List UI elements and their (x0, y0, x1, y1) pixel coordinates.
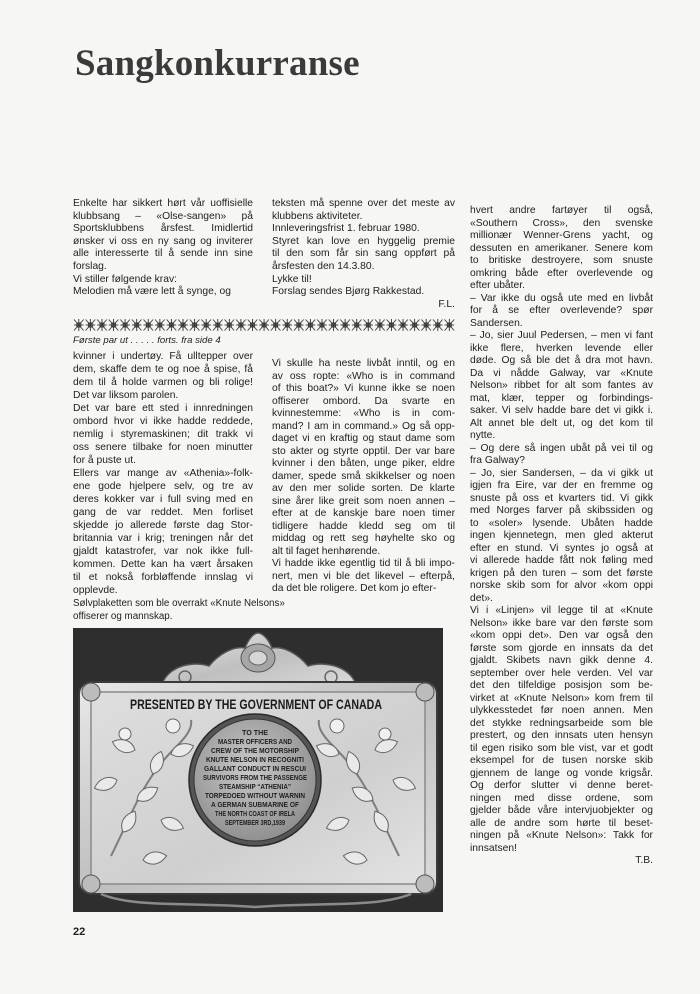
text-line-content: «Southern Cross», den svenske (470, 217, 653, 229)
plaque-inscription-line: KNUTE NELSON IN RECOGNITI (206, 755, 304, 764)
text-line-content: Nelson» ribbet for alt som fantes av (470, 380, 653, 391)
story-column-3 (470, 205, 653, 868)
text-line-content: saker. Vi selv hadde bare det vi gikk i. (470, 405, 653, 416)
text-line-content: Nelson» ikke bare var den første som (470, 617, 653, 629)
text-line (272, 211, 455, 224)
text-line (73, 532, 253, 545)
text-line-content: gjaldt. Skibets navn gikk denne 4. (470, 655, 653, 666)
text-line (470, 693, 653, 706)
corner-rosette (82, 875, 100, 893)
contest-column-1-text (73, 198, 253, 299)
text-line (470, 293, 653, 306)
text-line (272, 286, 455, 299)
text-line (470, 355, 653, 368)
text-line-content: teksten må spenne over det meste av (272, 198, 455, 209)
text-line-content: til egen risiko som ble vist, var et godt (470, 742, 653, 754)
story-column-2-text (272, 358, 455, 596)
text-line (73, 350, 253, 363)
plaque-heading: PRESENTED BY THE GOVERNMENT OF CANADA (130, 696, 382, 712)
text-line (73, 519, 253, 532)
text-line-content: snuste på oss et kvarters tid. Vi gikk (470, 492, 653, 504)
text-line (470, 668, 653, 681)
text-line-content: Det var liksom parolen. (73, 390, 179, 401)
text-line-content: med Norges farver på skibssiden og (470, 505, 653, 516)
text-line-content: tidligere hadde kledd seg om til (272, 520, 455, 532)
text-line-content: kvinner i undertøy. Få ulltepper over (73, 351, 253, 362)
text-line-content: efter ubåter. (470, 280, 525, 291)
text-line (470, 418, 653, 431)
flower-ornament (330, 719, 344, 733)
text-line (73, 211, 253, 224)
text-line (470, 430, 653, 443)
text-line (272, 471, 455, 484)
crest-shell-inner (249, 651, 267, 665)
text-line-content: – Jo, sier Juul Pedersen, – men vi fant (470, 330, 653, 341)
text-line-content: offiserer ombord. Da svarte en (272, 395, 455, 407)
text-line (73, 428, 253, 441)
text-line-content: det den tilfeldige posisjon som be- (470, 680, 653, 691)
story-column-1 (73, 350, 253, 597)
text-line-content: Sandersen. (470, 317, 523, 329)
text-line (470, 405, 653, 418)
text-line (470, 743, 653, 756)
text-line-content: of this boat?» Vi kunne ikke se noen (272, 383, 455, 394)
text-line (470, 593, 653, 606)
text-line-content: daget vi en kraftig og staut dame som (272, 433, 455, 444)
text-line (73, 223, 253, 236)
text-line (272, 396, 455, 409)
text-line (470, 730, 653, 743)
text-line (272, 571, 455, 584)
photo-caption (73, 597, 333, 623)
text-line-content: Vi hadde ikke egentlig tid til å bli impo- (272, 558, 455, 569)
text-line (73, 493, 253, 506)
text-line (73, 558, 253, 571)
text-line (470, 718, 653, 731)
text-line-content: alt til faget henhørende. (272, 545, 381, 557)
text-line-content: «kom oppi det». Den var også den (470, 630, 653, 641)
text-line (272, 433, 455, 446)
text-line (470, 368, 653, 381)
text-line-content: av den mer solide sorten. De klarte (272, 483, 455, 494)
text-line (470, 755, 653, 768)
text-line-content: Forslag sendes Bjørg Rakkestad. (272, 286, 425, 298)
text-line-content: Vi stiller følgende krav: (73, 273, 177, 285)
text-line-content: ikke flere, hverken levende eller (470, 342, 653, 354)
photo-caption-line: Sølvplaketten som ble overrakt «Knute Nelsons» (73, 598, 285, 609)
text-line (73, 454, 253, 467)
text-line-content: britannia var i krig; treningen når det (73, 533, 253, 544)
text-line-content: årsfesten den 14.3.80. (272, 260, 375, 272)
text-line (470, 655, 653, 668)
text-line-content: prestert, og den innsats uten hensyn (470, 730, 653, 741)
plaque-photo (73, 628, 443, 912)
text-line (272, 496, 455, 509)
text-line (470, 543, 653, 556)
story-signature: T.B. (635, 855, 653, 866)
text-line-content: september over hele verden. Vel var (470, 667, 653, 679)
text-line-content: gjaldt katastrofer, var nok ikke full- (73, 546, 253, 557)
text-line (272, 583, 455, 596)
text-line-content: kvinnestemme: «Who is in com- (272, 408, 455, 419)
corner-rosette (82, 683, 100, 701)
text-line (470, 505, 653, 518)
text-line-content: det». (470, 592, 493, 604)
text-line (470, 318, 653, 331)
text-line-content: gjelder både våre intervjuobjekter og (470, 805, 653, 816)
photo-caption-line: offiserer og mannskap. (73, 611, 173, 622)
text-line (470, 268, 653, 281)
contest-signature: F.L. (438, 298, 455, 310)
page-title: Sangkonkurranse (75, 43, 360, 84)
text-line (470, 330, 653, 343)
text-line-content: Da vi nådde Galway, var «Knute (470, 367, 653, 379)
text-line (470, 230, 653, 243)
text-line-content: for å puste ut. (73, 455, 136, 466)
text-line (470, 518, 653, 531)
text-line (470, 280, 653, 293)
text-line (73, 236, 253, 249)
text-line-content: Enkelte har sikkert hørt vår uoffisielle (73, 198, 253, 209)
text-line-content: millionær Wenner-Grens yacht, og (470, 230, 653, 241)
text-line (272, 458, 455, 471)
text-line-content: ningen på «Knute Nelson»: Takk for (470, 830, 653, 841)
flower-ornament (379, 728, 391, 740)
story-column-1-text (73, 350, 253, 597)
text-line (73, 198, 253, 211)
text-line-content: middag og rett seg høyhelte sko og (272, 533, 455, 544)
text-line (470, 243, 653, 256)
text-line-content: alle interesserte til å sende inn sine (73, 248, 253, 260)
contest-column-2-text (272, 198, 455, 299)
text-line (470, 843, 653, 856)
story-column-2 (272, 358, 455, 596)
text-line-content: klubbsang – «Olse-sangen» på (73, 210, 253, 222)
text-line (272, 383, 455, 396)
text-line (73, 376, 253, 389)
text-line (272, 521, 455, 534)
text-line-content: Innleveringsfrist 1. februar 1980. (272, 223, 420, 235)
text-line-content: fra Galway? (470, 455, 525, 466)
text-line (470, 218, 653, 231)
plaque-inscription-line: STEAMSHIP “ATHENIA” (219, 782, 292, 791)
plaque-inscription-line: CREW OF THE MOTORSHIP (211, 746, 300, 755)
text-line-content: kvinner i den båten, unge piker, eldre (272, 458, 455, 469)
border-pattern (73, 318, 455, 332)
text-line (470, 530, 653, 543)
corner-rosette (416, 683, 434, 701)
text-line (272, 261, 455, 274)
text-line-content: Alt annet ble delt ut, og det kom til (470, 417, 653, 429)
text-line (470, 805, 653, 818)
text-line-content: damer, spede små skikkelser og noen (272, 470, 455, 482)
flower-ornament (119, 728, 131, 740)
text-line (470, 793, 653, 806)
text-line (470, 580, 653, 593)
text-line (73, 248, 253, 261)
story-column-3-text (470, 205, 653, 855)
text-line-content: dessuten en amerikaner. Senere kom (470, 242, 653, 254)
text-line (470, 705, 653, 718)
text-line (470, 680, 653, 693)
text-line-content: dem til å holde varmen og bli rolige! (73, 377, 253, 388)
continuation-label: Første par ut . . . . . forts. fra side 4 (73, 335, 221, 346)
text-line (272, 408, 455, 421)
decorative-border (73, 318, 455, 332)
text-line (470, 780, 653, 793)
text-line-content: til den som får sin sang oppført på (272, 248, 455, 260)
text-line-content: forslag. (73, 260, 107, 272)
text-line-content: ønsker vi oss en ny sang og inviterer (73, 235, 253, 247)
plaque-inscription-line: MASTER OFFICERS AND (218, 737, 292, 746)
text-line (470, 468, 653, 481)
text-line-content: av oss ropte: «Who is in command (272, 370, 455, 382)
contest-column-1 (73, 198, 253, 299)
text-line (272, 198, 455, 211)
text-line-content: Vi skulle ha neste livbåt inntil, og en (272, 358, 455, 369)
text-line-content: hvert andre fartøyer til også, (470, 205, 653, 216)
text-line-content: mat, klær, tepper og forbindings- (470, 392, 653, 404)
text-line-content: ulykkesstedet før noen annen. Men (470, 705, 653, 716)
text-line (470, 380, 653, 393)
text-line (272, 223, 455, 236)
plaque-inscription-line: SEPTEMBER 3RD,1939 (225, 818, 285, 827)
text-line-content: virket at «Knute Nelson» kom frem til (470, 692, 653, 704)
text-line-content: – Jo, sier Sandersen, – da vi gikk ut (470, 467, 653, 479)
text-line (470, 455, 653, 468)
text-line (73, 480, 253, 493)
plaque-inscription-line: TO THE (242, 728, 269, 737)
text-line (470, 818, 653, 831)
text-line (272, 533, 455, 546)
text-line-content: igjen fra Eire, var der en fremme og (470, 480, 653, 491)
text-line (470, 643, 653, 656)
text-line-content: ningen med disse ordene, som (470, 792, 653, 804)
text-line (73, 441, 253, 454)
text-line-content: Melodien må være lett å synge, og (73, 286, 231, 298)
text-line (470, 205, 653, 218)
text-line (73, 545, 253, 558)
text-line-content: for å se efter overlevende? spør (470, 305, 653, 316)
text-line (272, 274, 455, 287)
flower-ornament (166, 719, 180, 733)
text-line-content: da det ble roligere. Det kom jo efter- (272, 583, 437, 594)
text-line (470, 605, 653, 618)
text-line (470, 480, 653, 493)
text-line-content: – Var ikke du også ute med en livbåt (470, 292, 653, 304)
text-line-content: sine årer like greit som noen annen – (272, 495, 455, 507)
corner-rosette (416, 875, 434, 893)
text-line (272, 558, 455, 571)
text-line-content: det stykke redningsarbeide som ble (470, 717, 653, 729)
text-line-content: deres kokker var i full sving med en (73, 494, 253, 505)
text-line-content: alle de andre som hørte til beset- (470, 817, 653, 829)
text-line-content: ingen kjennetegn, men gled akterut (470, 530, 653, 541)
text-line (73, 261, 253, 274)
text-line (272, 421, 455, 434)
text-line-content: sto akter og styrte opptil. Der var bare (272, 445, 455, 457)
text-line (73, 286, 253, 299)
text-line (272, 508, 455, 521)
text-line-content: gang de var reddet. Men forliset (73, 507, 253, 518)
text-line-content: – Og dere så ingen ubåt på vei til og (470, 442, 653, 454)
text-line (272, 358, 455, 371)
text-line-content: Ellers var mange av «Athenia»-folk- (73, 468, 253, 479)
text-line-content: efter en stund. Vi syntes jo også at (470, 542, 653, 554)
text-line-content: omkring både efter overlevende og (470, 267, 653, 279)
text-line (470, 305, 653, 318)
text-line (73, 506, 253, 519)
plaque-inscription-line: THE NORTH COAST OF IRELA (215, 809, 295, 818)
text-line-content: til et nokså forbløffende innslag vi (73, 572, 253, 583)
text-line (470, 568, 653, 581)
plaque-inscription-line: TORPEDOED WITHOUT WARNIN (205, 791, 305, 800)
text-line (272, 446, 455, 459)
text-line (73, 467, 253, 480)
text-line-content: nytte. (470, 430, 496, 441)
text-line (73, 363, 253, 376)
text-line (73, 584, 253, 597)
text-line-content: efter at de kanskje bare noen timer (272, 508, 455, 519)
text-line (73, 402, 253, 415)
text-line (73, 274, 253, 287)
page-number: 22 (73, 926, 86, 938)
text-line (470, 493, 653, 506)
text-line-content: Og derfor slutter vi denne beret- (470, 780, 653, 791)
text-line-content: gjennem de lange og vonde krigsår. (470, 767, 653, 779)
text-line (272, 483, 455, 496)
text-line-content: døde. Og så ble det å dra mot havn. (470, 355, 653, 366)
text-line (470, 618, 653, 631)
text-line (470, 255, 653, 268)
text-line (272, 546, 455, 559)
plaque-inscription-line: SURVIVORS FROM THE PASSENGE (203, 773, 308, 782)
text-line-content: to britiske destroyere, som snuste (470, 255, 653, 266)
text-line (470, 443, 653, 456)
text-line-content: dem, skaffe dem te og noe å spise, få (73, 364, 253, 375)
text-line (272, 371, 455, 384)
text-line-content: Det var bare ett sted i innredningen (73, 403, 253, 414)
text-line-content: klubbens aktiviteter. (272, 210, 363, 222)
text-line-content: innsatsen! (470, 842, 517, 854)
text-line-content: norske skib som for alvor «kom oppi (470, 580, 653, 591)
text-line (470, 830, 653, 843)
text-line-content: Sportsklubbens årsfest. Imidlertid (73, 223, 253, 235)
text-line-content: ene gode hjelpere selv, og tre av (73, 481, 253, 492)
text-line-content: vi allerede hadde fått nok føling med (470, 555, 653, 566)
text-line-content: Styret kan love en hyggelig premie (272, 235, 455, 247)
text-line (73, 571, 253, 584)
text-line-content: eksempel for de tusen norske skib (470, 755, 653, 766)
plaque-inscription-line: A GERMAN SUBMARINE OF (211, 800, 300, 809)
plaque-inscription-line: GALLANT CONDUCT IN RESCUI (204, 764, 306, 773)
text-line-content: Vi i «Linjen» vil legge til at «Knute (470, 605, 653, 616)
text-line (470, 393, 653, 406)
text-line (73, 415, 253, 428)
text-line-content: oss senere tilbake for noen minutter (73, 442, 253, 453)
text-line (470, 630, 653, 643)
text-line-content: ombord hvor vi ikke hadde reddede, (73, 416, 253, 427)
text-line-content: nert, men vi ble det likevel – efterpå, (272, 570, 455, 582)
text-line-content: kommen. Dette kan ha vært årsaken (73, 559, 253, 570)
contest-column-2 (272, 198, 455, 311)
text-line-content: to «soler» lysende. Ubåten hadde (470, 517, 653, 529)
text-line (272, 248, 455, 261)
text-line (272, 236, 455, 249)
text-line-content: nemlig i styremaskinen; dit trakk vi (73, 429, 253, 440)
text-line-content: opplevde. (73, 585, 118, 596)
text-line-content: krigen på den turen – som det første (470, 567, 653, 579)
text-line (73, 389, 253, 402)
text-line-content: mand? I am in command.» Og så opp- (272, 420, 455, 432)
text-line-content: første som gjorde en innsats da det (470, 642, 653, 654)
text-line (470, 768, 653, 781)
text-line (470, 343, 653, 356)
text-line (470, 555, 653, 568)
text-line-content: skjedde jo allerede første dag Stor- (73, 520, 253, 531)
text-line-content: Lykke til! (272, 273, 312, 285)
